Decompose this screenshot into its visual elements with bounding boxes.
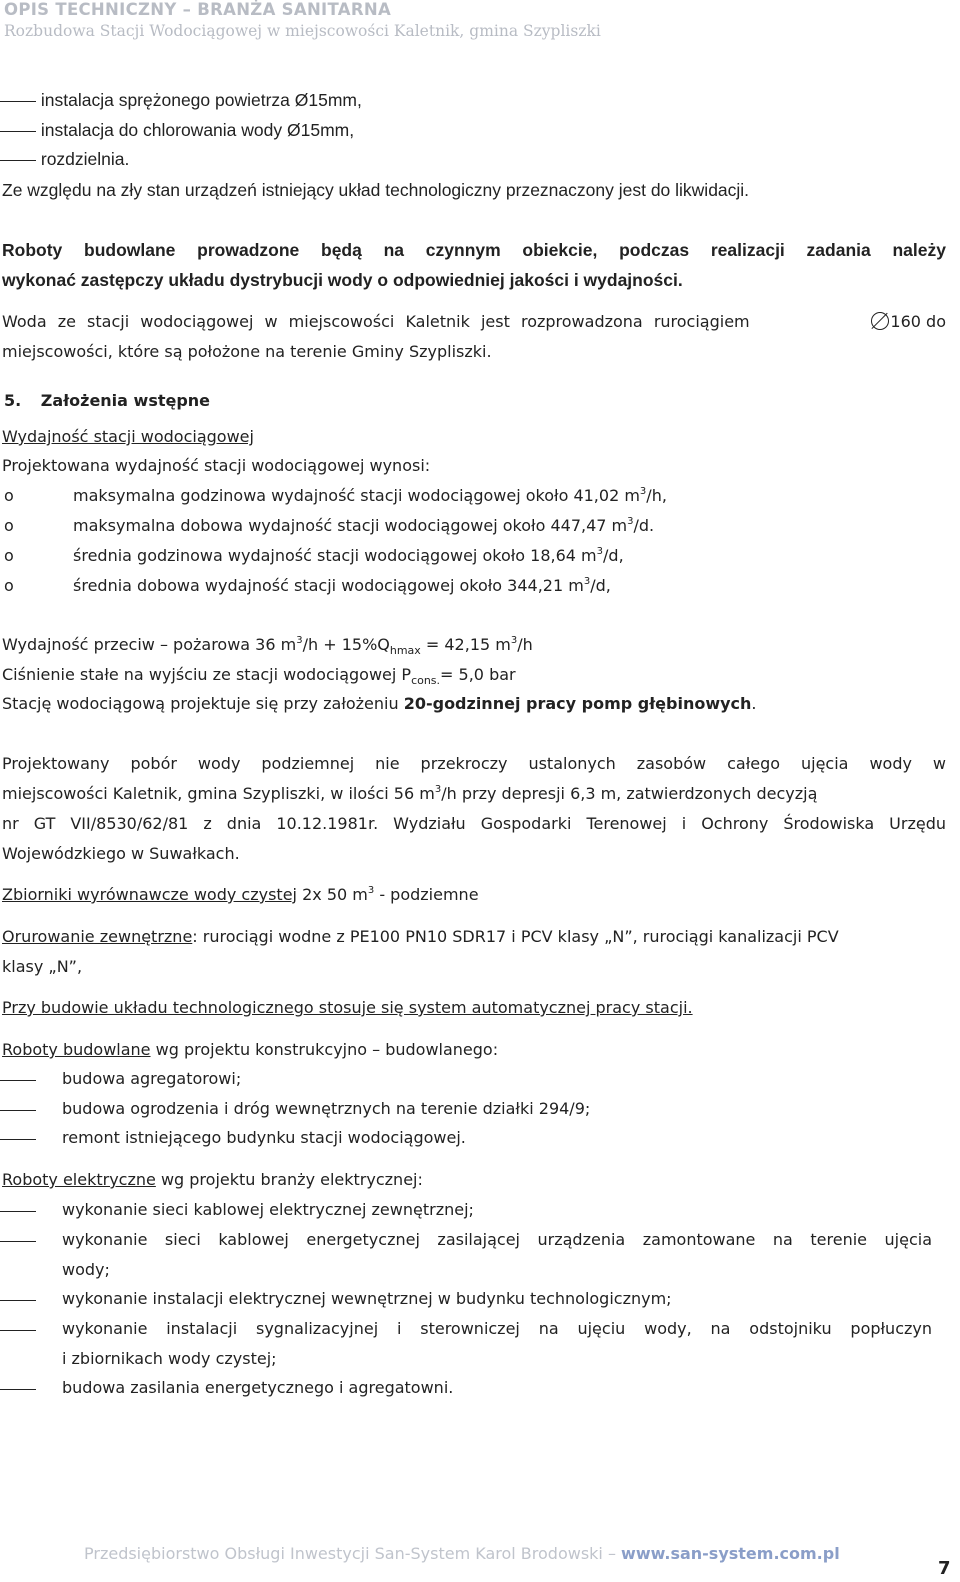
- list-item: [0, 149, 129, 170]
- text-segment: .: [751, 694, 757, 713]
- dash-bullet: [0, 1080, 36, 1081]
- underlined-label: Orurowanie zewnętrzne: [2, 927, 193, 946]
- list-item-text: budowa agregatorowi;: [62, 1069, 242, 1088]
- list-item: [0, 120, 354, 141]
- superscript: 3: [627, 516, 634, 527]
- page-footer: [84, 1544, 840, 1563]
- roboty-elektryczne-heading: [2, 1170, 423, 1189]
- roboty-budowlane-heading: [2, 1040, 498, 1059]
- document-header-title: OPIS TECHNICZNY – BRANŻA SANITARNA: [4, 0, 392, 19]
- pobor-line4: Wojewódzkiego w Suwałkach.: [2, 844, 240, 863]
- text-segment: /h: [517, 635, 533, 654]
- dash-bullet: [0, 131, 36, 132]
- text-segment: /h + 15%Q: [302, 635, 390, 654]
- text-segment: Stację wodociągową projektuje się przy założeniu: [2, 694, 404, 713]
- paragraph-stan: Ze względu na zły stan urządzeń istniejący układ technologiczny przeznaczony jest do likwidacji.: [2, 180, 750, 200]
- list-item-text: rozdzielnia.: [40, 149, 130, 169]
- list-item-continuation: i zbiornikach wody czystej;: [62, 1349, 277, 1368]
- orurowanie-line1: [2, 927, 839, 946]
- stacje-line: [2, 694, 757, 713]
- list-item-text: średnia dobowa wydajność stacji wodociągowej około 344,21 m: [73, 576, 584, 595]
- wydajnosc-intro: Projektowana wydajność stacji wodociągowej wynosi:: [2, 456, 431, 475]
- text-segment: - podziemne: [374, 885, 479, 904]
- list-item-text: /h,: [646, 486, 667, 505]
- superscript: 3: [367, 885, 375, 896]
- wydajnosc-heading: Wydajność stacji wodociągowej: [2, 427, 254, 446]
- dash-bullet: [0, 1211, 36, 1212]
- list-item: [0, 546, 900, 570]
- footer-website-link[interactable]: www.san-system.com.pl: [621, 1544, 840, 1563]
- wydajnosc-ppoz: [2, 635, 533, 657]
- list-item: [0, 486, 900, 510]
- paragraph-woda-diameter: 160 do: [890, 312, 946, 331]
- list-item: [0, 1099, 900, 1123]
- list-item-text: wykonanie sieci kablowej energetycznej zasilającej urządzenia zamontowane na terenie ujęcia: [62, 1230, 932, 1249]
- text-segment: : rurociągi wodne z PE100 PN10 SDR17 i PCV klasy „N”, rurociągi kanalizacji PCV: [192, 927, 839, 946]
- bullet-mark: o: [4, 576, 14, 595]
- dash-bullet: [0, 1389, 36, 1390]
- pobor-line1: Projektowany pobór wody podziemnej nie przekroczy ustalonych zasobów całego ujęcia wody w: [2, 754, 946, 773]
- dash-bullet: [0, 101, 36, 102]
- superscript: 3: [296, 635, 303, 646]
- dash-bullet: [0, 1300, 36, 1301]
- list-item-text: wykonanie sieci kablowej elektrycznej zewnętrznej;: [62, 1200, 474, 1219]
- footer-text: Przedsiębiorstwo Obsługi Inwestycji San-System Karol Brodowski –: [84, 1544, 616, 1563]
- text-segment: Ciśnienie stałe na wyjściu ze stacji wodociągowej P: [2, 665, 412, 684]
- dash-bullet: [0, 1110, 36, 1111]
- text-segment: = 42,15 m: [420, 635, 511, 654]
- underlined-label: Roboty elektryczne: [2, 1170, 156, 1189]
- underlined-label: Roboty budowlane: [2, 1040, 151, 1059]
- subscript: cons.: [411, 674, 441, 687]
- paragraph-roboty-line1: Roboty budowlane prowadzone będą na czynnym obiekcie, podczas realizacji zadania należy: [2, 240, 946, 260]
- dash-bullet: [0, 1330, 36, 1331]
- list-item-text: instalacja sprężonego powietrza Ø15mm,: [40, 90, 362, 110]
- bullet-mark: o: [4, 546, 14, 565]
- list-item: [0, 1378, 946, 1402]
- pobor-line2: [2, 784, 946, 803]
- text-segment: wg projektu konstrukcyjno – budowlanego:: [150, 1040, 499, 1059]
- list-item-text: maksymalna godzinowa wydajność stacji wodociągowej około 41,02 m: [73, 486, 640, 505]
- text-segment: /h przy depresji 6,3 m, zatwierdzonych decyzją: [441, 784, 818, 803]
- list-item: [0, 516, 900, 540]
- superscript: 3: [639, 486, 647, 497]
- list-item-text: remont istniejącego budynku stacji wodociągowej.: [62, 1128, 466, 1147]
- list-item-text: wykonanie instalacji sygnalizacyjnej i sterowniczej na ujęciu wody, na odstojniku popłuczyn: [62, 1319, 932, 1338]
- list-item: [0, 1128, 900, 1152]
- list-item-text: /d,: [603, 546, 624, 565]
- list-item: [0, 90, 362, 111]
- przy-budowie-line: Przy budowie układu technologicznego stosuje się system automatycznej pracy stacji.: [2, 998, 693, 1017]
- paragraph-woda-line2: miejscowości, które są położone na terenie Gminy Szypliszki.: [2, 342, 492, 361]
- text-segment: Wydajność przeciw – pożarowa 36 m: [2, 635, 297, 654]
- list-item: [0, 1289, 946, 1313]
- list-item: [0, 1069, 900, 1093]
- list-item-continuation: wody;: [62, 1260, 110, 1279]
- paragraph-woda-text: Woda ze stacji wodociągowej w miejscowości Kaletnik jest rozprowadzona rurociągiem: [2, 312, 750, 331]
- section-title: Założenia wstępne: [40, 391, 211, 410]
- list-item-text: instalacja do chlorowania wody Ø15mm,: [40, 120, 355, 140]
- cisnienie-line: [2, 665, 516, 687]
- list-item-text: wykonanie instalacji elektrycznej wewnętrznej w budynku technologicznym;: [62, 1289, 672, 1308]
- pobor-line3: nr GT VII/8530/62/81 z dnia 10.12.1981r. Wydziału Gospodarki Terenowej i Ochrony Środowiska Urzędu: [2, 814, 946, 833]
- list-item-text: maksymalna dobowa wydajność stacji wodociągowej około 447,47 m: [73, 516, 628, 535]
- superscript: 3: [434, 784, 442, 795]
- text-segment: = 5,0 bar: [440, 665, 516, 684]
- dash-bullet: [0, 160, 36, 161]
- document-header-subtitle: Rozbudowa Stacji Wodociągowej w miejscowości Kaletnik, gmina Szypliszki: [4, 22, 601, 40]
- page-number: 7: [938, 1558, 951, 1579]
- list-item: [0, 1319, 946, 1343]
- superscript: 3: [596, 546, 604, 557]
- dash-bullet: [0, 1241, 36, 1242]
- section-number: 5.: [4, 391, 22, 410]
- superscript: 3: [583, 576, 591, 587]
- list-item-text: /d,: [590, 576, 611, 595]
- subscript: hmax: [389, 644, 421, 657]
- list-item: [0, 576, 900, 600]
- section-heading: [4, 391, 210, 410]
- paragraph-woda-line1: [2, 312, 946, 331]
- text-segment: wg projektu branży elektrycznej:: [155, 1170, 423, 1189]
- bullet-mark: o: [4, 486, 14, 505]
- list-item: [0, 1230, 946, 1254]
- bold-text: 20-godzinnej pracy pomp głębinowych: [403, 694, 752, 713]
- zbiorniki-line: [2, 885, 479, 904]
- paragraph-roboty-line2: wykonać zastępczy układu dystrybucji wody o odpowiedniej jakości i wydajności.: [2, 270, 683, 290]
- list-item: [0, 1200, 946, 1224]
- list-item-text: budowa zasilania energetycznego i agregatowni.: [62, 1378, 454, 1397]
- bullet-mark: o: [4, 516, 14, 535]
- dash-bullet: [0, 1139, 36, 1140]
- underlined-label: Zbiorniki wyrównawcze wody czystej: [2, 885, 297, 904]
- orurowanie-line2: klasy „N”,: [2, 957, 83, 976]
- list-item-text: /d.: [633, 516, 655, 535]
- diameter-symbol-icon: [871, 312, 889, 330]
- text-segment: miejscowości Kaletnik, gmina Szypliszki, w ilości 56 m: [2, 784, 435, 803]
- superscript: 3: [510, 635, 518, 646]
- list-item-text: średnia godzinowa wydajność stacji wodociągowej około 18,64 m: [73, 546, 597, 565]
- list-item-text: budowa ogrodzenia i dróg wewnętrznych na terenie działki 294/9;: [62, 1099, 591, 1118]
- text-segment: 2x 50 m: [297, 885, 368, 904]
